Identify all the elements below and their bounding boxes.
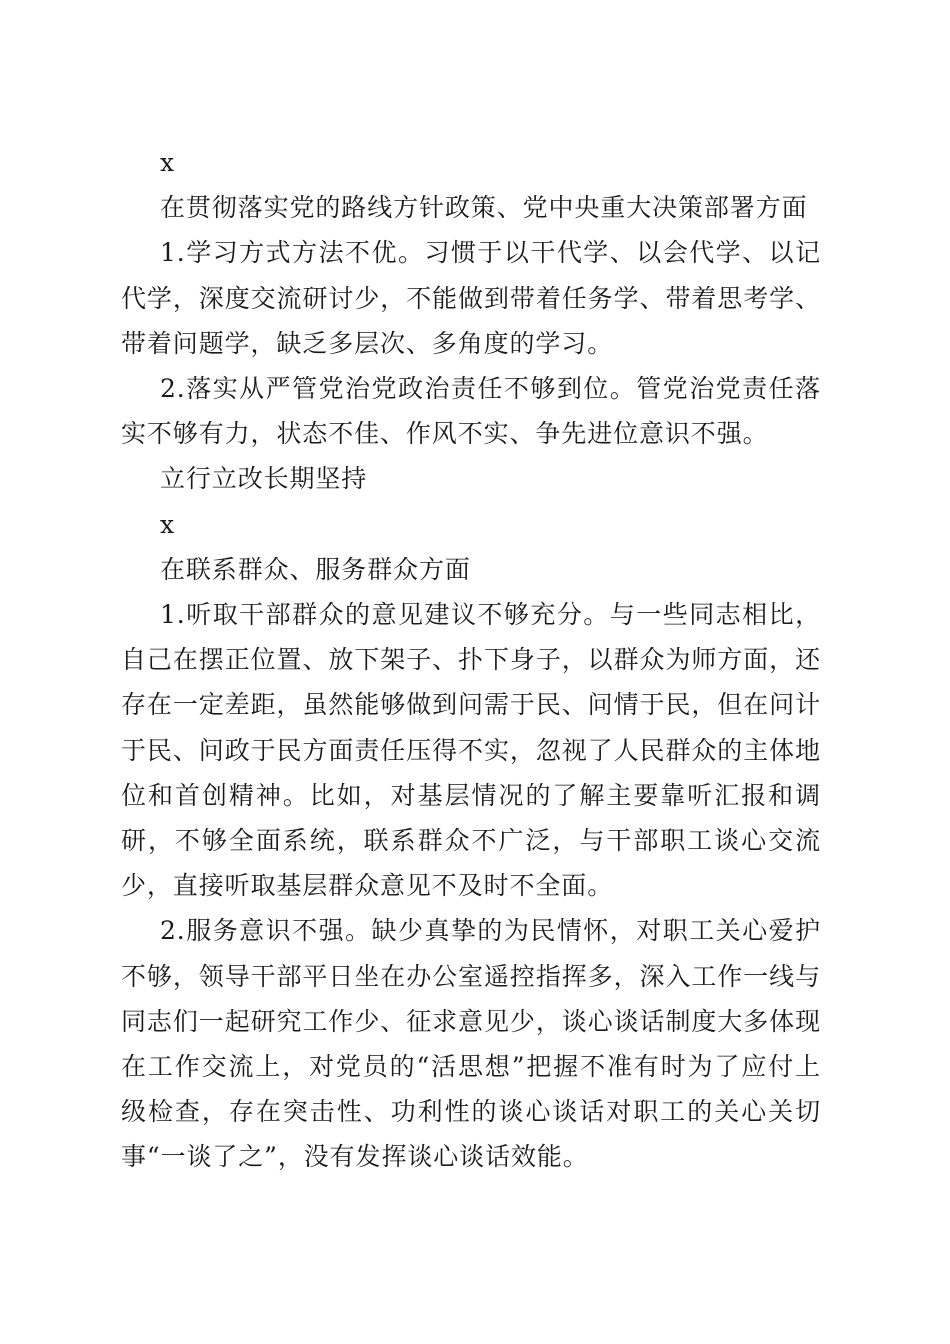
section-heading: 在贯彻落实党的路线方针政策、党中央重大决策部署方面	[160, 193, 808, 223]
paragraph-marker: x	[160, 148, 175, 177]
paragraph-marker: x	[160, 509, 175, 539]
section-heading: 在联系群众、服务群众方面	[160, 554, 471, 584]
body-paragraph: 1.学习方式方法不优。习惯于以干代学、以会代学、以记代学，深度交流研讨少，不能做到带着任务学、带着思考学、带着问题学，缺乏多层次、多角度的学习。	[121, 238, 821, 358]
body-paragraph: 1.听取干部群众的意见建议不够充分。与一些同志相比，自己在摆正位置、放下架子、扑下身子，以群众为师方面，还存在一定差距，虽然能够做到问需于民、问情于民，但在问计于民、问政于民方面责任压得不实，忽视了人民群众的主体地位和首创精神。比如，对基层情况的了解主要靠听汇报和调研，不够全面系统，联系群众不广泛，与干部职工谈心交流少，直接听取基层群众意见不及时不全面。	[121, 600, 821, 901]
section-heading: 立行立改长期坚持	[160, 464, 368, 494]
body-paragraph: 2.落实从严管党治党政治责任不够到位。管党治党责任落实不够有力，状态不佳、作风不实、争先进位意识不强。	[121, 374, 821, 449]
document-body	[121, 140, 821, 1180]
body-paragraph: 2.服务意识不强。缺少真挚的为民情怀，对职工关心爱护不够，领导干部平日坐在办公室遥控指挥多，深入工作一线与同志们一起研究工作少、征求意见少，谈心谈话制度大多体现在工作交流上，对党员的“活思想”把握不准有时为了应付上级检查，存在突击性、功利性的谈心谈话对职工的关心关切事“一谈了之”，没有发挥谈心谈话效能。	[121, 916, 821, 1172]
